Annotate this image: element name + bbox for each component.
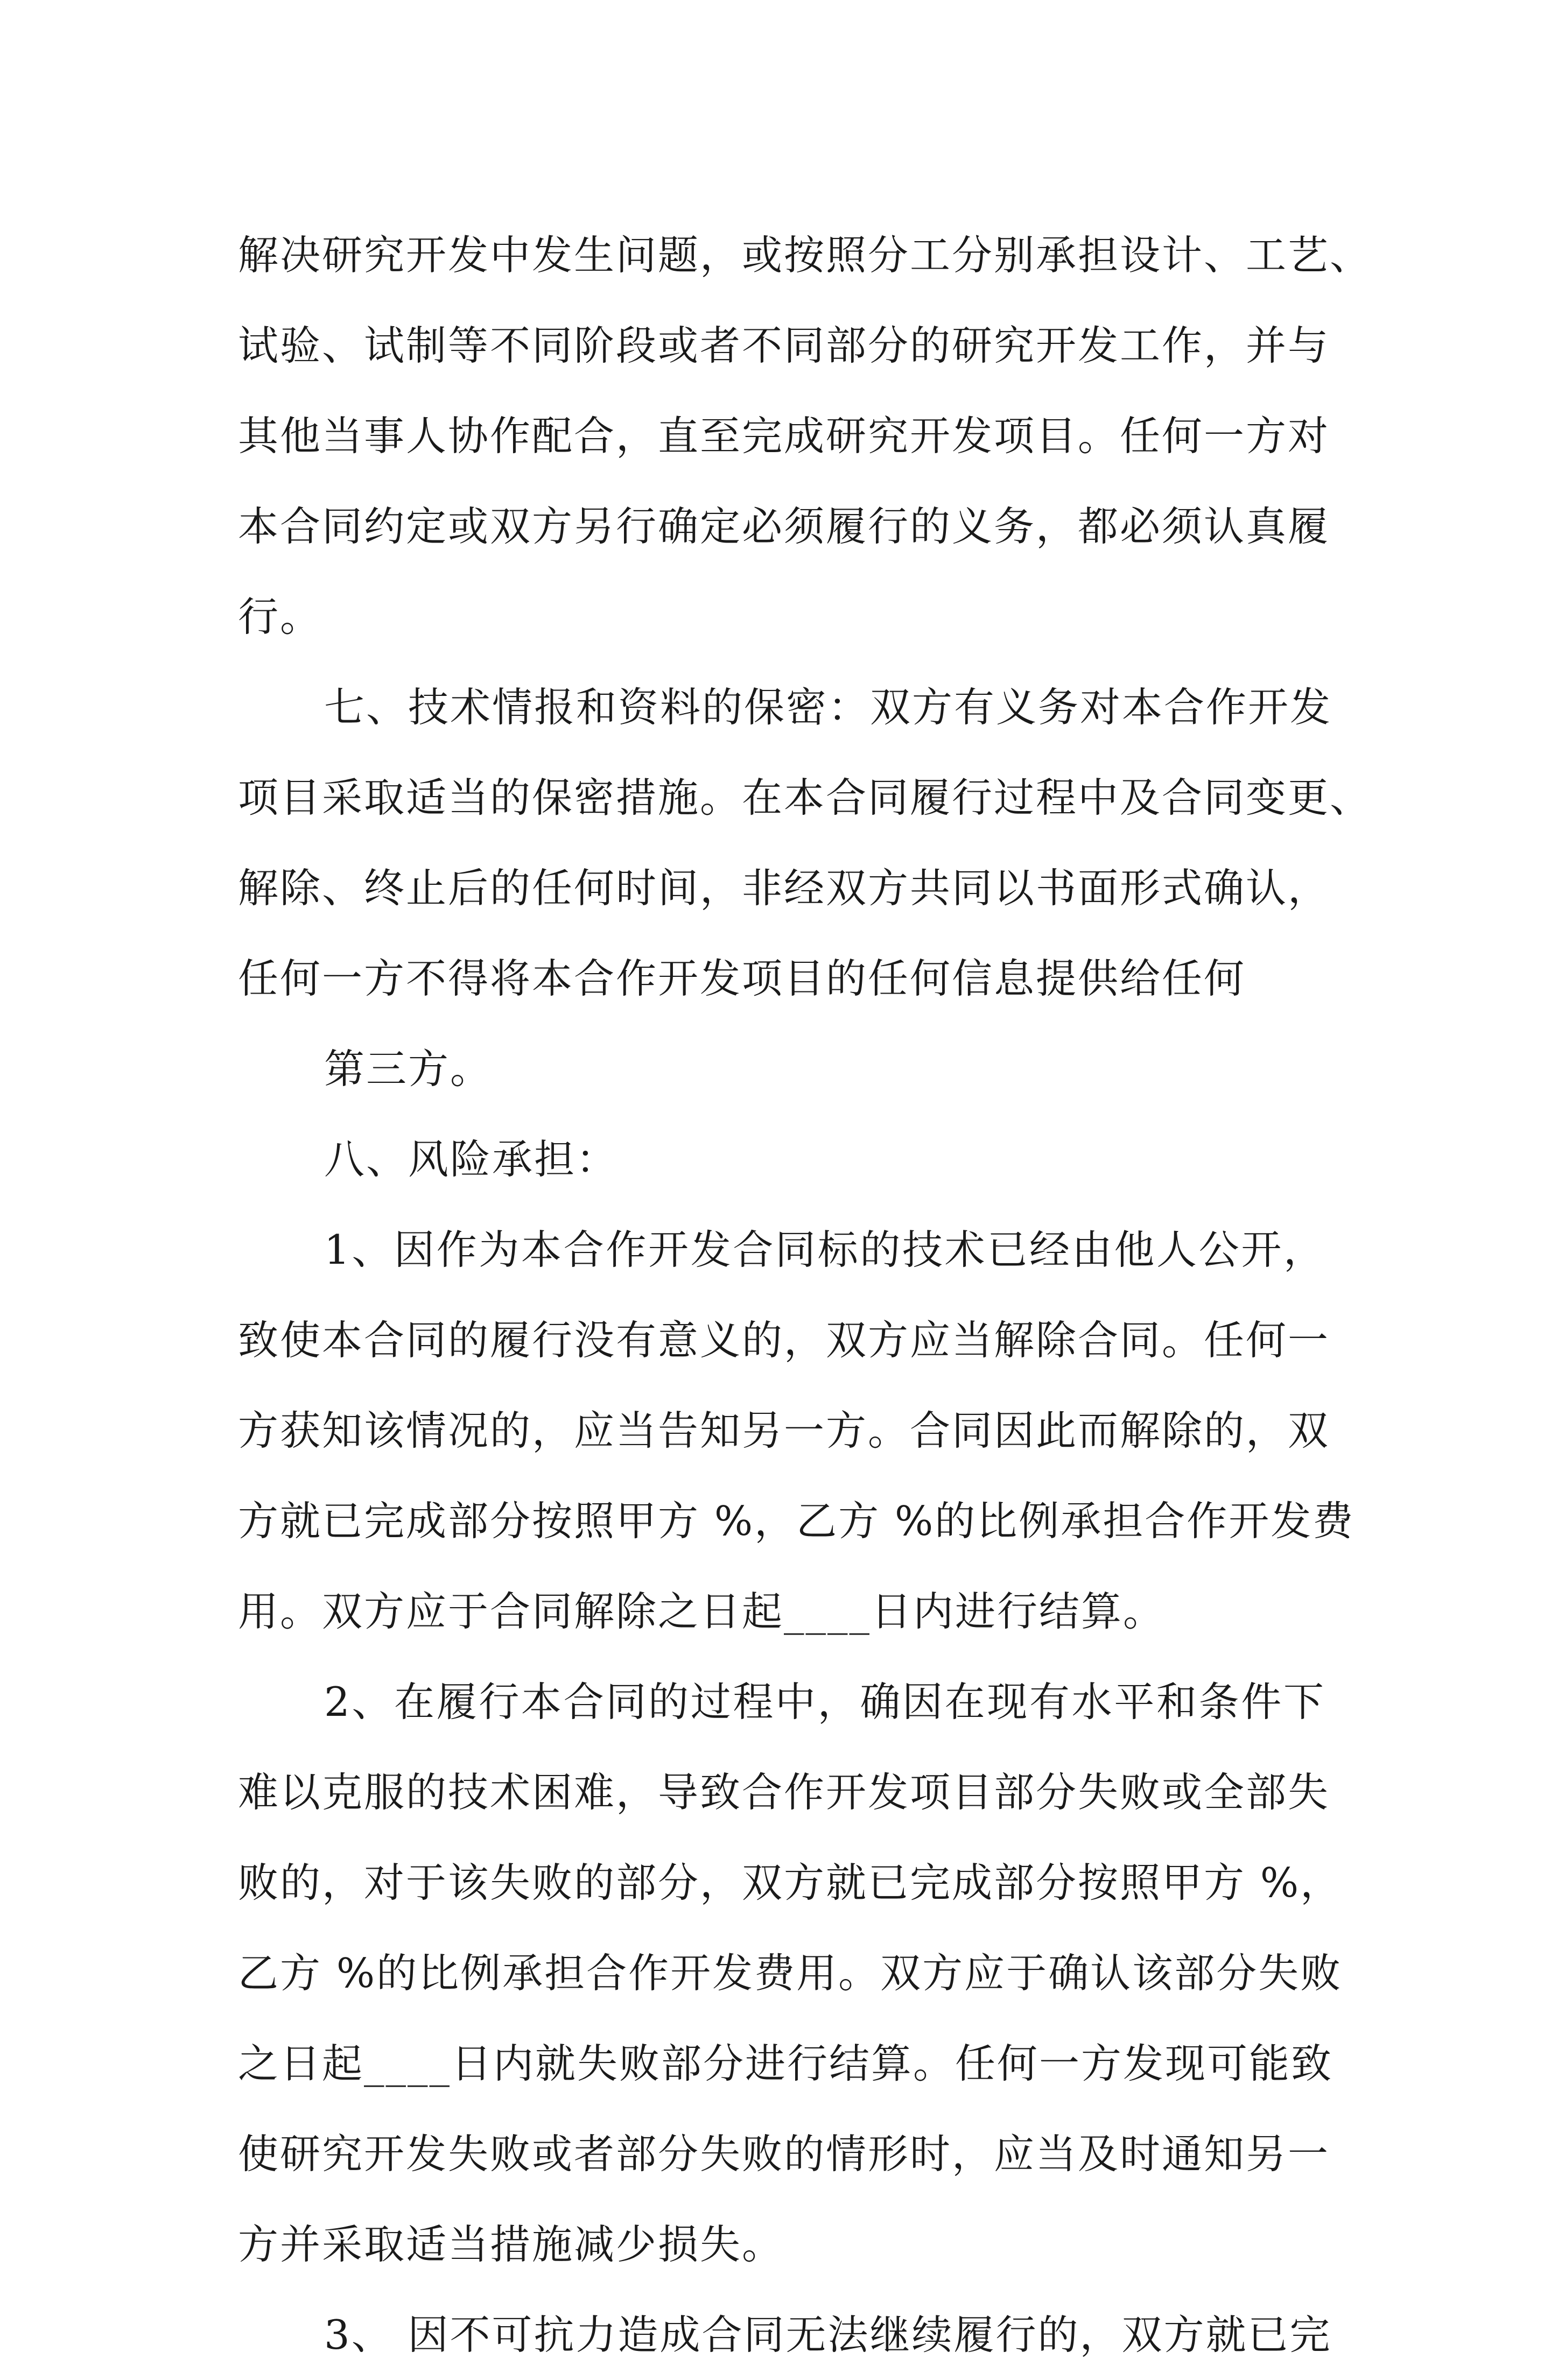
text-line: 方并采取适当措施减少损失。 [238,2221,784,2268]
text-line: 其他当事人协作配合，直至完成研究开发项目。任何一方对 [238,412,1330,460]
contract-body [238,210,1372,2380]
text-line: 之日起____日内就失败部分进行结算。任何一方发现可能致 [238,2040,1334,2087]
clause-2-start: 2、在履行本合同的过程中，确因在现有水平和条件下 [324,1678,1325,1726]
text-line: 难以克服的技术困难，导致合作开发项目部分失败或全部失 [238,1769,1330,1816]
section-heading-confidentiality: 七、技术情报和资料的保密：双方有义务对本合作开发 [324,684,1332,731]
text-line: 第三方。 [324,1045,493,1093]
text-line: 任何一方不得将本合作开发项目的任何信息提供给任何 [238,955,1246,1002]
clause-1-start: 1、因作为本合作开发合同标的技术已经由他人公开， [324,1226,1325,1273]
text-line: 试验、试制等不同阶段或者不同部分的研究开发工作，并与 [238,322,1330,369]
text-line: 解除、终止后的任何时间，非经双方共同以书面形式确认， [238,864,1330,912]
text-line: 项目采取适当的保密措施。在本合同履行过程中及合同变更、 [238,774,1372,821]
clause-3-start: 3、 因不可抗力造成合同无法继续履行的，双方就已完 [324,2311,1332,2358]
text-line: 败的，对于该失败的部分，双方就已完成部分按照甲方 %， [238,1859,1343,1906]
text-line: 致使本合同的履行没有意义的，双方应当解除合同。任何一 [238,1316,1330,1364]
section-heading-risk: 八、风险承担： [324,1136,619,1183]
text-line: 本合同约定或双方另行确定必须履行的义务，都必须认真履 [238,503,1330,550]
text-line: 乙方 %的比例承担合作开发费用。双方应于确认该部分失败 [238,1949,1343,1997]
text-line: 使研究开发失败或者部分失败的情形时，应当及时通知另一 [238,2130,1330,2178]
text-line: 方就已完成部分按照甲方 %，乙方 %的比例承担合作开发费 [238,1497,1355,1545]
text-line: 方获知该情况的，应当告知另一方。合同因此而解除的，双 [238,1407,1330,1454]
text-line: 解决研究开发中发生问题，或按照分工分别承担设计、工艺、 [238,231,1372,279]
text-line: 用。双方应于合同解除之日起____日内进行结算。 [238,1588,1166,1635]
text-line: 行。 [238,593,322,640]
